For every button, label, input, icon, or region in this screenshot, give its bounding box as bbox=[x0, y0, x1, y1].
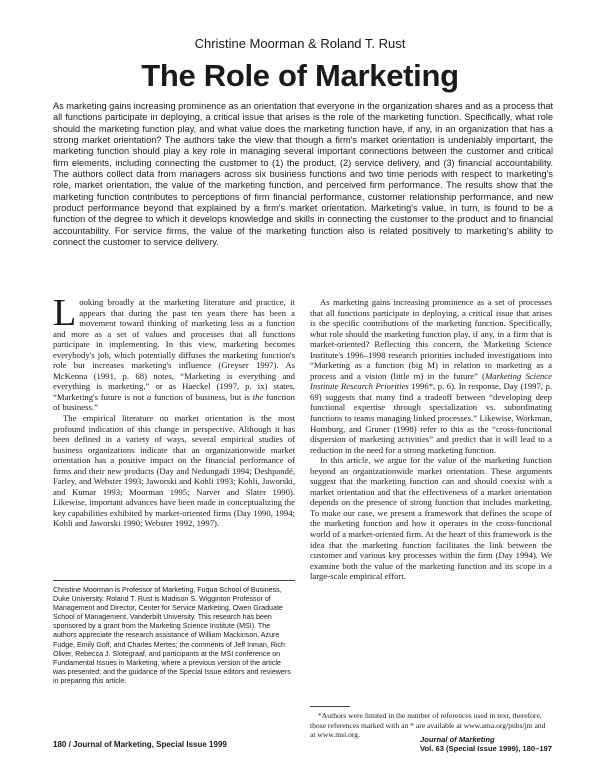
article-title: The Role of Marketing bbox=[141, 58, 459, 93]
citation-footer bbox=[420, 735, 552, 754]
paragraph: Looking broadly at the marketing literature and practice, it appears that during the past ten years there has been a movement toward thinking of marketing less as a function and more as a set of values and processes that all functions participate in implementing. In this view, marketing becomes everybody's job, which potentially diffuses the marketing function's role but increases marketing's influence (Greyser 1997). As McKenna (1991, p. 68) notes, “Marketing is everything and everything is marketing,” or as Haeckel (1997, p. ix) states, “Marketing's future is not a function of business, but is the function of business.” bbox=[53, 292, 295, 413]
volume-info: Vol. 63 (Special Issue 1999), 180–197 bbox=[420, 744, 552, 754]
author-bio-note: Christine Moorman is Professor of Marketing, Fuqua School of Business, Duke University. Roland T. Rust is Madison S. Wigginton Professor of Management and Director, Center for Service Marketing, Owen Graduate School of Management, Vanderbilt University. This research has been sponsored by a grant from the Marketing Science Institute (MSI). The authors appreciate the research assistance of William Mackinson, Azure Fudge, Emily Goff, and Charles Mertes; the comments of Jeff Inman, Rich Oliver, Rebecca J. Slotegraaf, and participants at the MSI conference on Fundamental Issues in Marketing, where a previous version of the article was presented; and the guidance of the Special Issue editors and reviewers in preparing this article. bbox=[53, 586, 291, 685]
divider bbox=[53, 580, 295, 581]
page-footer: 180 / Journal of Marketing, Special Issue 1999 bbox=[53, 740, 227, 749]
drop-cap: L bbox=[53, 292, 77, 334]
paragraph: The empirical literature on market orientation is the most profound indication of this change in perspective. Although it has been defined in a variety of ways, several empirical studies of business organizations indicate that an organizationwide market orientation has a positive impact on the financial performance of firms and their new products (Day and Nedungadi 1994; Deshpandé, Farley, and Webster 1993; Jaworski and Kohli 1993; Kohli, Jaworski, and Kumar 1993; Moorman 1995; Narver and Slater 1990). Likewise, important advances have been made in conceptualizing the key capabilities exhibited by market-oriented firms (Day 1990, 1994; Kohli and Jaworski 1990; Webster 1992, 1997). bbox=[53, 413, 295, 529]
abstract: As marketing gains increasing prominence as an orientation that everyone in the organization shares and as a process that all functions participate in deploying, a critical issue that arises is the role of the marketing function. Specifically, what role should the marketing function play, and what value does the marketing function have, if any, in an organization that has a strong market orientation? The authors take the view that though a firm's market orientation is undeniably important, the marketing function should play a key role in managing several important connections between the customer and critical firm elements, including connecting the customer to (1) the product, (2) service delivery, and (3) financial accountability. The authors collect data from managers across six business functions and two time periods with respect to marketing's role, market orientation, the value of the marketing function, and perceived firm performance. The results show that the marketing function contributes to perceptions of firm financial performance, customer relationship performance, and new product performance beyond that explained by a firm's market orientation. Marketing's value, in turn, is found to be a function of the degree to which it develops knowledge and skills in connecting the customer to the product and to financial accountability. For service firms, the value of the marketing function also is related positively to marketing's ability to connect the customer to service delivery. bbox=[53, 101, 553, 248]
body-column-right bbox=[310, 297, 552, 582]
paragraph: In this article, we argue for the value of the marketing function beyond an organizationwide market orientation. These arguments suggest that the marketing function can and should coexist with a market orientation and that the effectiveness of a market orientation depends on the presence of strong function that includes marketing. To make our case, we present a framework that defines the scope of the marketing function and how it operates in the cross-functional world of a market-oriented firm. At the heart of this framework is the idea that the marketing function facilitates the link between the customer and various key processes within the firm (Day 1994). We examine both the value of the marketing function and its scope in a large-scale empirical effort. bbox=[310, 455, 552, 582]
journal-name: Journal of Marketing bbox=[420, 735, 495, 744]
footnote-divider bbox=[310, 706, 350, 707]
body-column-left bbox=[53, 292, 295, 529]
author-names: Christine Moorman & Roland T. Rust bbox=[194, 36, 406, 51]
paragraph: As marketing gains increasing prominence as a set of processes that all functions participate in deploying, a critical issue that arises is the specific contributions of the marketing function. Specifically, what role should the marketing function play, if any, in a firm that is market-oriented? Reflecting this concern, the Marketing Science Institute's 1996–1998 research priorities included investigations into “Marketing as a function (big M) in relation to marketing as a process and a vision (little m) in the future” (Marketing Science Institute Research Priorities 1996*, p. 6). In response, Day (1997, p. 69) suggests that many find a tradeoff between “developing deep functional expertise through specialization vs. subordinating functions to teams managing linked processes.” Likewise, Workman, Homburg, and Gruner (1998) refer to this as the “cross-functional dispersion of marketing activities” and predict that it will lead to a reduction in the need for a strong marketing function. bbox=[310, 297, 553, 455]
footnote: *Authors were limited in the number of references used in text, therefore, those references marked with an * are available at www.ama.org/pubs/jm and at www.msi.org. bbox=[310, 711, 546, 740]
